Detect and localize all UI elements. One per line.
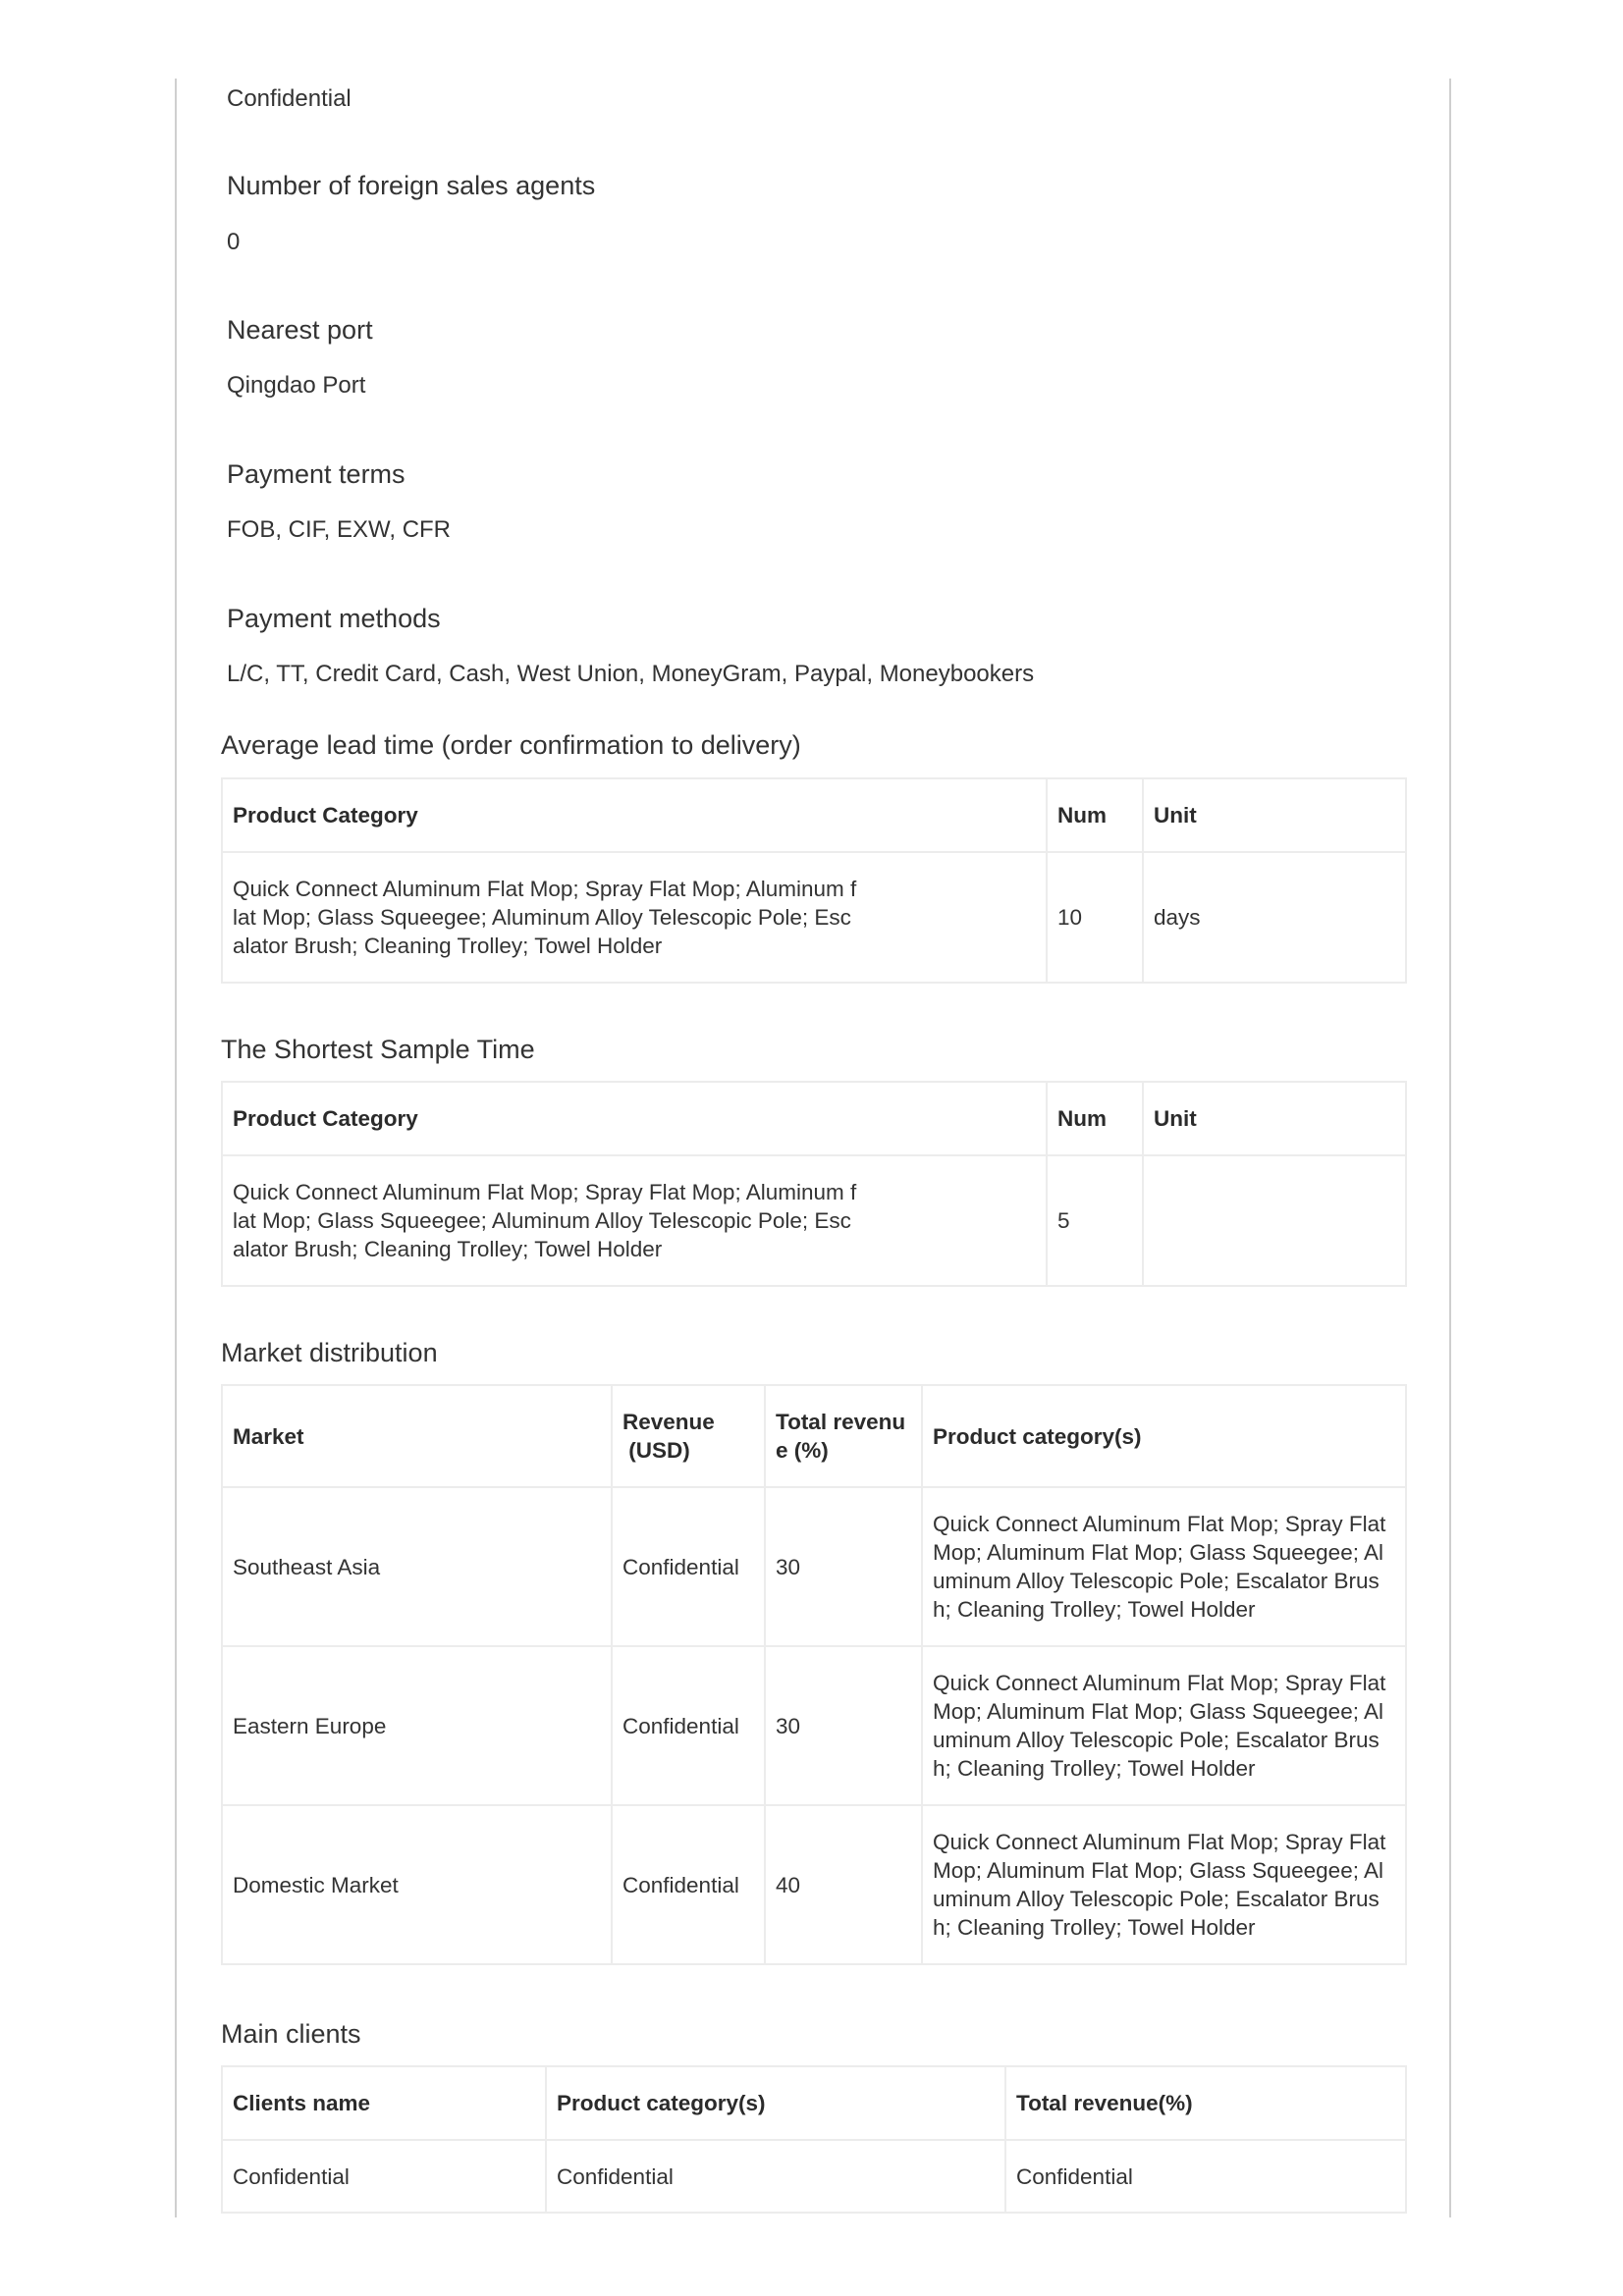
nearest-port-value: Qingdao Port xyxy=(227,372,366,399)
lead-time-title: Average lead time (order confirmation to delivery) xyxy=(221,730,801,760)
revenue-cell: Confidential xyxy=(612,1805,765,1964)
table-row xyxy=(222,852,1406,983)
client-revenue-cell: Confidential xyxy=(1005,2140,1406,2213)
header-product-categories: Product category(s) xyxy=(922,1385,1406,1487)
percent-cell: 40 xyxy=(765,1805,922,1964)
product-category-cell: Quick Connect Aluminum Flat Mop; Spray Flat Mop; Aluminum flat Mop; Glass Squeegee; Aluminum Alloy Telescopic Pole; Escalator Brush; Cleaning Trolley; Towel Holder xyxy=(233,877,857,958)
table-header-row xyxy=(222,1385,1406,1487)
percent-cell: 30 xyxy=(765,1487,922,1646)
content-frame-right-border xyxy=(1449,79,1451,2217)
header-product-category: Product Category xyxy=(222,778,1047,852)
header-total-revenue-percent: Total revenue (%) xyxy=(765,1385,922,1487)
table-header-row xyxy=(222,2066,1406,2140)
client-categories-cell: Confidential xyxy=(546,2140,1005,2213)
payment-methods-value: L/C, TT, Credit Card, Cash, West Union, MoneyGram, Paypal, Moneybookers xyxy=(227,661,1035,687)
payment-methods-label: Payment methods xyxy=(227,604,441,633)
header-num: Num xyxy=(1047,778,1143,852)
product-category-cell: Quick Connect Aluminum Flat Mop; Spray Flat Mop; Aluminum flat Mop; Glass Squeegee; Aluminum Alloy Telescopic Pole; Escalator Brush; Cleaning Trolley; Towel Holder xyxy=(233,1180,857,1261)
unit-cell: days xyxy=(1143,852,1406,983)
sample-time-title: The Shortest Sample Time xyxy=(221,1035,535,1064)
table-row xyxy=(222,2140,1406,2213)
payment-terms-value: FOB, CIF, EXW, CFR xyxy=(227,516,452,543)
revenue-cell: Confidential xyxy=(612,1487,765,1646)
categories-cell: Quick Connect Aluminum Flat Mop; Spray Flat Mop; Aluminum Flat Mop; Glass Squeegee; Aluminum Alloy Telescopic Pole; Escalator Brush; Cleaning Trolley; Towel Holder xyxy=(922,1487,1406,1646)
categories-cell: Quick Connect Aluminum Flat Mop; Spray Flat Mop; Aluminum Flat Mop; Glass Squeegee; Aluminum Alloy Telescopic Pole; Escalator Brush; Cleaning Trolley; Towel Holder xyxy=(922,1805,1406,1964)
percent-cell: 30 xyxy=(765,1646,922,1805)
payment-terms-label: Payment terms xyxy=(227,459,406,489)
table-row xyxy=(222,1646,1406,1805)
content-frame-left-border xyxy=(175,79,177,2217)
table-row xyxy=(222,1487,1406,1646)
table-row xyxy=(222,1805,1406,1964)
header-product-category: Product Category xyxy=(222,1082,1047,1155)
foreign-sales-agents-label: Number of foreign sales agents xyxy=(227,171,596,200)
market-cell: Southeast Asia xyxy=(222,1487,612,1646)
foreign-sales-agents-value: 0 xyxy=(227,229,241,255)
market-distribution-title: Market distribution xyxy=(221,1338,438,1367)
table-header-row xyxy=(222,1082,1406,1155)
table-header-row xyxy=(222,778,1406,852)
header-total-revenue: Total revenue(%) xyxy=(1005,2066,1406,2140)
revenue-cell: Confidential xyxy=(612,1646,765,1805)
header-num: Num xyxy=(1047,1082,1143,1155)
header-product-categories: Product category(s) xyxy=(546,2066,1005,2140)
main-clients-title: Main clients xyxy=(221,2019,361,2049)
num-cell: 5 xyxy=(1047,1155,1143,1286)
header-revenue-usd: Revenue (USD) xyxy=(612,1385,765,1487)
main-clients-table xyxy=(221,2065,1407,2214)
nearest-port-label: Nearest port xyxy=(227,315,373,345)
categories-cell: Quick Connect Aluminum Flat Mop; Spray Flat Mop; Aluminum Flat Mop; Glass Squeegee; Aluminum Alloy Telescopic Pole; Escalator Brush; Cleaning Trolley; Towel Holder xyxy=(922,1646,1406,1805)
market-cell: Eastern Europe xyxy=(222,1646,612,1805)
sample-time-table xyxy=(221,1081,1407,1287)
lead-time-table xyxy=(221,777,1407,984)
header-unit: Unit xyxy=(1143,1082,1406,1155)
unit-cell xyxy=(1143,1155,1406,1286)
previous-field-value: Confidential xyxy=(227,85,352,112)
market-cell: Domestic Market xyxy=(222,1805,612,1964)
table-row xyxy=(222,1155,1406,1286)
num-cell: 10 xyxy=(1047,852,1143,983)
client-name-cell: Confidential xyxy=(222,2140,546,2213)
header-clients-name: Clients name xyxy=(222,2066,546,2140)
header-unit: Unit xyxy=(1143,778,1406,852)
market-distribution-table xyxy=(221,1384,1407,1965)
header-market: Market xyxy=(222,1385,612,1487)
